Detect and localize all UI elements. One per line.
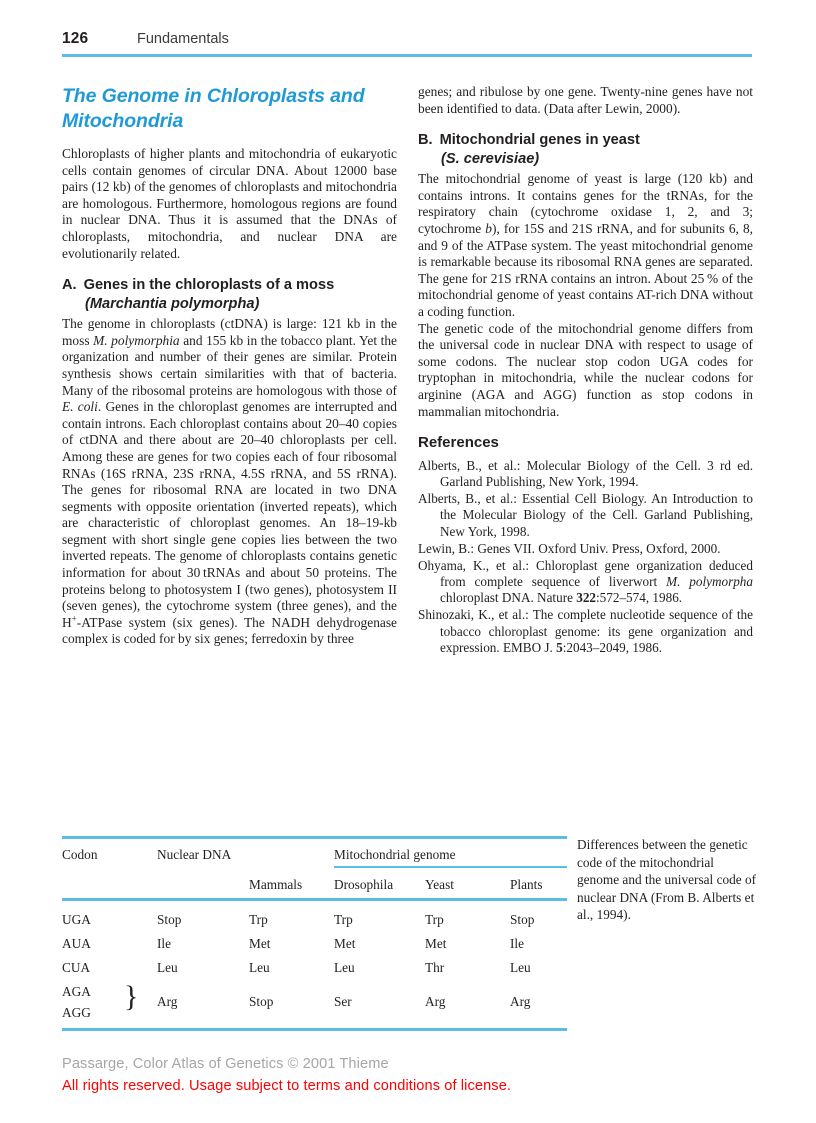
table-cell: Trp	[425, 912, 444, 927]
section-a-body-part3: . Genes in the chloroplast genomes are interrupted and contain introns. Each chloroplast contains about 20–40 copies of ctDNA and there about are 20–40 chloroplasts per cell. Among these are genes for two copies each of four ribosomal RNAs (16S rRNA, 23S rRNA, 4.5S rRNA, and 5S rRNA). The genes for ribosomal RNA are located in two DNA segments with opposite orientation (inverted repeats), which are characteristic of chloroplast genomes. An 18–19-kb segment with short single gene copies lies between the two inverted repeats. The genome of chloroplasts contains genetic information for about 30 tRNAs and about 50 proteins. The proteins belong to photosystem I (two genes), photosystem II (seven genes), the cytochrome system (three genes), and the H	[62, 399, 397, 630]
table-block	[62, 836, 757, 1032]
table-cell: Trp	[249, 912, 268, 927]
right-column	[418, 84, 753, 657]
table-header-codon: Codon	[62, 847, 98, 862]
table-rule-mitochondrial-group	[334, 866, 567, 868]
page-title: The Genome in Chloroplasts and Mitochondria	[62, 85, 365, 132]
section-b-letter: B.	[418, 132, 433, 149]
left-column	[62, 84, 397, 648]
table-cell: Stop	[510, 912, 535, 927]
table-subheader-drosophila: Drosophila	[334, 877, 394, 892]
species-e-coli: E. coli	[62, 399, 98, 415]
species-m-polymorphia: M. polymorphia	[93, 332, 180, 348]
table-cell: Leu	[510, 960, 531, 975]
section-a-subtitle: (Marchantia polymorpha)	[85, 295, 260, 312]
reference-item	[418, 458, 753, 491]
table-cell: Arg	[157, 994, 178, 1009]
reference-item	[418, 491, 753, 540]
grouping-brace: }	[124, 980, 139, 1013]
reference-text: Lewin, B.: Genes VII. Oxford Univ. Press, Oxford, 2000.	[418, 540, 721, 556]
reference-text: Alberts, B., et al.: Molecular Biology of the Cell. 3 rd ed. Garland Publishing, New York, 1994.	[418, 457, 753, 490]
table-cell: Arg	[510, 994, 531, 1009]
section-a-body-part1: The genome in chloroplasts (ctDNA) is large: 121 kb in the moss	[62, 316, 397, 348]
table-row: AUA	[62, 936, 91, 951]
section-b-title: Mitochondrial genes in yeast	[439, 132, 640, 149]
table-cell: Met	[334, 936, 356, 951]
reference-item	[418, 541, 753, 557]
references-heading: References	[418, 434, 499, 452]
section-a-body-part4: -ATPase system (six genes). The NADH dehydrogenase complex is coded for by six genes; ferredoxin by three	[62, 614, 397, 647]
reference-text: Alberts, B., et al.: Essential Cell Biology. An Introduction to the Molecular Biology of the Cell. Garland Publishing, New York, 1998.	[418, 491, 753, 539]
running-head-section: Fundamentals	[137, 31, 229, 47]
reference-pages: :572–574, 1986.	[596, 590, 683, 606]
section-a-body	[62, 316, 397, 648]
table-row-grouped-codon-top: AGA	[62, 984, 91, 999]
table-row: UGA	[62, 912, 91, 927]
table-cell: Leu	[249, 960, 270, 975]
table-cell: Leu	[157, 960, 178, 975]
section-b-body	[418, 171, 753, 320]
reference-item	[418, 558, 753, 607]
genetic-code-paragraph: The genetic code of the mitochondrial genome differs from the universal code in nuclear DNA with respect to usage of some codons. The nuclear stop codon UGA codes for tryptophan in mitochondria, while the nuclear codons for arginine (AGA and AGG) function as stop codons in mammalian mitochondria.	[418, 320, 753, 419]
section-a-heading	[62, 276, 397, 313]
table-rule-top	[62, 836, 567, 839]
table-subheader-plants: Plants	[510, 877, 543, 892]
table-caption: Differences between the genetic code of the mitochondrial genome and the universal code of nuclear DNA (From B. Alberts et al., 1994).	[577, 837, 757, 923]
table-cell: Thr	[425, 960, 445, 975]
table-cell: Met	[249, 936, 271, 951]
table-cell: Arg	[425, 994, 446, 1009]
section-a-body-part2: and 155 kb in the tobacco plant. Yet the organization and number of their genes are similar. Protein synthesis shows certain similarities with that of bacteria. Many of the ribosomal proteins are homologous with those of	[62, 332, 397, 398]
table-row-grouped-codon-bottom: AGG	[62, 1005, 91, 1020]
section-b-subtitle: (S. cerevisiae)	[441, 150, 540, 167]
table-header-nuclear-dna: Nuclear DNA	[157, 847, 232, 862]
section-b-body-part2: ), for 15S and 21S rRNA, and for subunits 6, 8, and 9 of the ATPase system. The yeast mitochondrial genome is remarkable because its ribosomal RNA genes are separated. The gene for 21S rRNA contains an intron. About 25 % of the mitochondrial genome of yeast contains AT-rich DNA without a coding function.	[418, 220, 753, 319]
section-b-body-part1: The mitochondrial genome of yeast is large (120 kb) and contains introns. It contains genes for the tRNAs, for the respiratory chain (cytochrome oxidase 1, 2, and 3; cytochrome	[418, 171, 753, 236]
reference-pages: :2043–2049, 1986.	[562, 640, 662, 656]
table-row: CUA	[62, 960, 91, 975]
reference-item	[418, 607, 753, 656]
table-cell: Leu	[334, 960, 355, 975]
table-cell: Trp	[334, 912, 353, 927]
atpase-superscript: +	[71, 613, 77, 624]
reference-text: Shinozaki, K., et al.: The complete nucleotide sequence of the tobacco chloroplast genome: its gene organization and expression. EMBO J.	[418, 607, 753, 656]
table-cell: Ile	[510, 936, 525, 951]
table-cell: Met	[425, 936, 447, 951]
section-b-heading	[418, 131, 753, 168]
codon-table	[62, 836, 757, 1032]
table-cell: Ile	[157, 936, 172, 951]
intro-paragraph: Chloroplasts of higher plants and mitochondria of eukaryotic cells contain genomes of circular DNA. About 12000 base pairs (12 kb) of the genomes of chloroplasts and mitochondria are homologous. Furthermore, homologous regions are found in nuclear DNA. Thus it is assumed that the DNAs of chloroplasts, mitochondria, and nuclear DNA are evolutionarily related.	[62, 146, 397, 261]
header-rule	[62, 54, 752, 57]
table-header-mitochondrial-genome: Mitochondrial genome	[334, 847, 456, 862]
table-cell: Ser	[334, 994, 352, 1009]
reference-text: Ohyama, K., et al.: Chloroplast gene organization deduced from complete sequence of liverwort	[418, 557, 753, 590]
continuation-paragraph: genes; and ribulose by one gene. Twenty-nine genes have not been identified to data. (Data after Lewin, 2000).	[418, 84, 753, 116]
reference-volume: 322	[576, 590, 597, 606]
page-number: 126	[62, 30, 89, 47]
reference-text-cont: chloroplast DNA. Nature	[440, 590, 577, 606]
table-rule-header-bottom	[62, 898, 567, 901]
table-rule-bottom	[62, 1028, 567, 1031]
running-head	[62, 30, 752, 52]
cytochrome-b-italic: b	[485, 220, 492, 236]
footer-copyright: Passarge, Color Atlas of Genetics © 2001 Thieme	[62, 1056, 389, 1072]
reference-species: M. polymorpha	[666, 574, 753, 590]
table-subheader-mammals: Mammals	[249, 877, 303, 892]
table-cell: Stop	[157, 912, 182, 927]
footer	[62, 1054, 752, 1096]
section-a-title: Genes in the chloroplasts of a moss	[83, 277, 335, 294]
table-cell: Stop	[249, 994, 274, 1009]
section-a-letter: A.	[62, 277, 77, 294]
reference-volume: 5	[556, 640, 563, 656]
footer-license: All rights reserved. Usage subject to terms and conditions of license.	[62, 1078, 512, 1094]
table-subheader-yeast: Yeast	[425, 877, 454, 892]
